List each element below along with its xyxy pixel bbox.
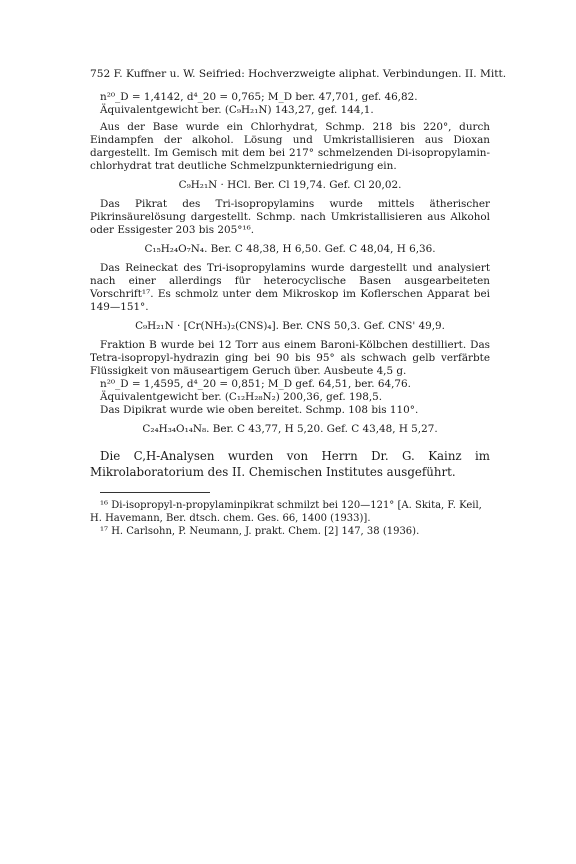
dipikrat-line: Das Dipikrat wurde wie oben bereitet. Schmp. 108 bis 110°. [100,404,419,416]
formula-pikrat: C₁₅H₂₄O₇N₄. Ber. C 48,38, H 6,50. Gef. C 48,04, H 6,36. [144,243,436,255]
formula-reineckat: C₉H₂₁N · [Cr(NH₃)₂(CNS)₄]. Ber. CNS 50,3. Gef. CNS' 49,9. [135,320,445,332]
footnotes [90,499,490,538]
equivalent-weight-line-2: Äquivalentgewicht ber. (C₁₂H₂₈N₂) 200,36, gef. 198,5. [100,391,383,403]
footnote-16: ¹⁶ Di-isopropyl-n-propylaminpikrat schmilzt bei 120—121° [A. Skita, F. Keil, H. Havemann, Ber. dtsch. chem. Ges. 66, 1400 (1933)]. [90,500,482,524]
equivalent-weight-line-1: Äquivalentgewicht ber. (C₉H₂₁N) 143,27, gef. 144,1. [100,104,374,116]
acknowledgement-paragraph: Die C,H-Analysen wurden von Herrn Dr. G. Kainz im Mikrolaboratorium des II. Chemischen Institutes ausgeführt. [90,449,490,479]
formula-dipikrat: C₂₄H₃₄O₁₄N₈. Ber. C 43,77, H 5,20. Gef. C 43,48, H 5,27. [142,423,438,435]
refraction-line-2: n²⁰_D = 1,4595, d⁴_20 = 0,851; M_D gef. 64,51, ber. 64,76. [100,378,411,390]
formula-chlorhydrat: C₉H₂₁N · HCl. Ber. Cl 19,74. Gef. Cl 20,02. [178,179,402,191]
footnote-rule [100,492,210,493]
paragraph-fraktion-b: Fraktion B wurde bei 12 Torr aus einem Baroni-Kölbchen destilliert. Das Tetra-isopropyl-hydrazin ging bei 90 bis 95° als schwach gelb verfärbte Flüssigkeit von mäuseartigem Geruch über. Ausbeute 4,5 g. [90,339,490,377]
paragraph-chlorhydrat: Aus der Base wurde ein Chlorhydrat, Schmp. 218 bis 220°, durch Eindampfen der alkohol. Lösung und Umkristallisieren aus Dioxan dargestellt. Im Gemisch mit dem bei 217° schmelzenden Di-isopropylamin-chlorhydrat trat deutliche Schmelzpunkterniedrigung ein. [90,121,490,172]
page [90,68,507,538]
running-header: 752 F. Kuffner u. W. Seifried: Hochverzweigte aliphat. Verbindungen. II. Mitt. [90,68,507,80]
footnote-17: ¹⁷ H. Carlsohn, P. Neumann, J. prakt. Chem. [2] 147, 38 (1936). [100,526,420,537]
refraction-line-1: n²⁰_D = 1,4142, d⁴_20 = 0,765; M_D ber. 47,701, gef. 46,82. [100,91,418,103]
paragraph-reineckat: Das Reineckat des Tri-isopropylamins wurde dargestellt und analysiert nach einer allerdings für heterocyclische Basen ausgearbeiteten Vorschrift¹⁷. Es schmolz unter dem Mikroskop im Koflerschen Apparat bei 149—151°. [90,262,490,313]
paragraph-pikrat: Das Pikrat des Tri-isopropylamins wurde mittels ätherischer Pikrinsäurelösung dargestellt. Schmp. nach Umkristallisieren aus Alkohol oder Essigester 203 bis 205°¹⁶. [90,198,490,236]
